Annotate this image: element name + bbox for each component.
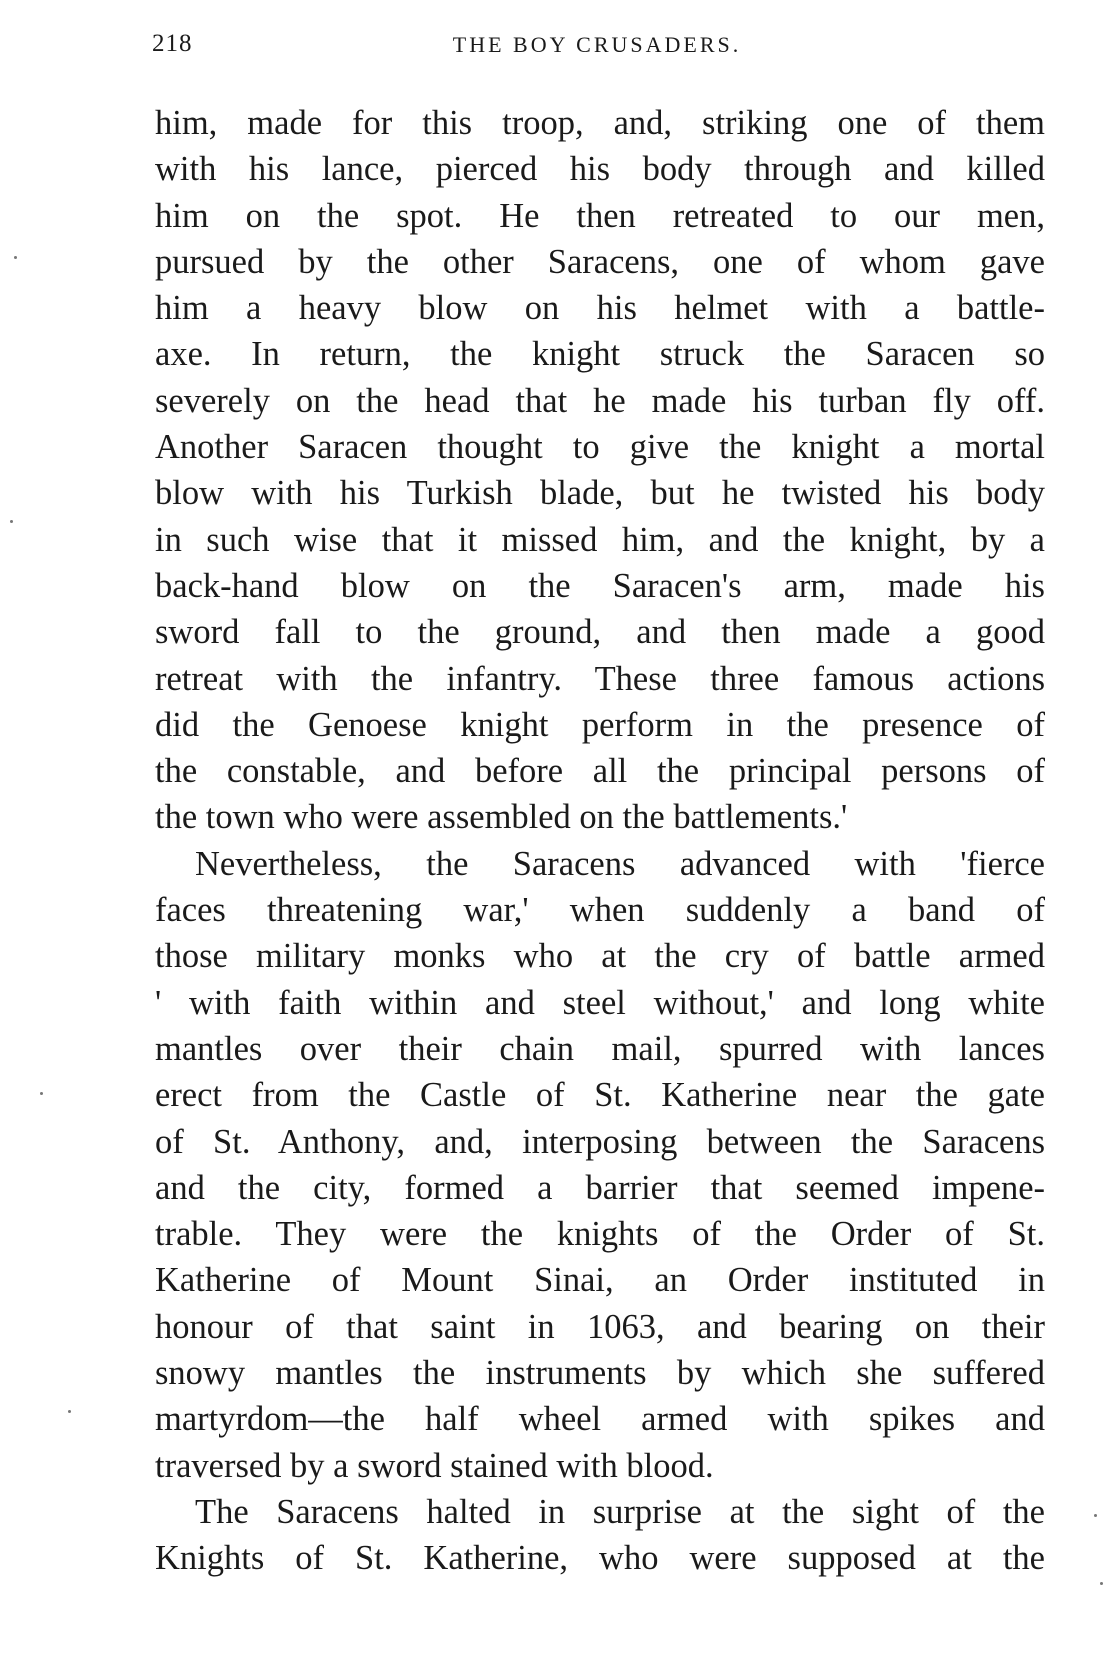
text-line: The Saracens halted in surprise at the sight of the — [195, 1492, 1045, 1531]
text-line: him, made for this troop, and, striking one of them — [155, 104, 1045, 142]
text-line: traversed by a sword stained with blood. — [155, 1446, 714, 1485]
text-line: Knights of St. Katherine, who were supposed at the — [155, 1539, 1045, 1578]
text-line: honour of that saint in 1063, and bearing on their — [155, 1307, 1045, 1346]
text-line: the constable, and before all the principal persons of — [155, 752, 1045, 791]
text-line: back-hand blow on the Saracen's arm, made his — [155, 566, 1045, 605]
paper-speck — [1100, 1582, 1103, 1585]
text-line: Katherine of Mount Sinai, an Order instituted in — [155, 1261, 1045, 1300]
text-line: him on the spot. He then retreated to our men, — [155, 196, 1045, 235]
paper-speck — [14, 256, 17, 259]
text-line: retreat with the infantry. These three famous actions — [155, 659, 1045, 698]
paragraph-2 — [155, 841, 1045, 1489]
text-line: blow with his Turkish blade, but he twisted his body — [155, 474, 1045, 513]
text-line: those military monks who at the cry of battle armed — [155, 937, 1045, 976]
text-line: snowy mantles the instruments by which she suffered — [155, 1354, 1045, 1393]
text-line: erect from the Castle of St. Katherine near the gate — [155, 1076, 1045, 1115]
paper-speck — [68, 1410, 71, 1413]
text-line: ' with faith within and steel without,' and long white — [155, 983, 1045, 1022]
text-line: faces threatening war,' when suddenly a band of — [155, 891, 1045, 930]
text-line: and the city, formed a barrier that seemed impene- — [155, 1168, 1045, 1207]
text-line: trable. They were the knights of the Order of St. — [155, 1215, 1045, 1254]
paragraph-1 — [155, 100, 1045, 841]
text-line: him a heavy blow on his helmet with a battle- — [155, 289, 1045, 328]
text-line: pursued by the other Saracens, one of whom gave — [155, 242, 1045, 281]
text-line: with his lance, pierced his body through and killed — [155, 150, 1045, 189]
paper-speck — [1094, 1514, 1097, 1517]
body-text — [155, 100, 1045, 1582]
paper-speck — [10, 520, 13, 523]
paragraph-3 — [155, 1489, 1045, 1582]
paper-speck — [40, 1092, 43, 1095]
text-line: sword fall to the ground, and then made a good — [155, 613, 1045, 652]
running-title: THE BOY CRUSADERS. — [452, 32, 742, 57]
text-line: Nevertheless, the Saracens advanced with 'fierce — [195, 844, 1045, 883]
page-number: 218 — [152, 30, 193, 57]
text-line: axe. In return, the knight struck the Saracen so — [155, 335, 1045, 374]
text-line: mantles over their chain mail, spurred with lances — [155, 1029, 1045, 1068]
text-line: in such wise that it missed him, and the knight, by a — [155, 520, 1045, 559]
text-line: severely on the head that he made his turban fly off. — [155, 381, 1045, 420]
text-line: martyrdom—the half wheel armed with spikes and — [155, 1400, 1045, 1439]
running-head — [152, 30, 1042, 70]
text-line: Another Saracen thought to give the knight a mortal — [155, 428, 1045, 467]
text-line: of St. Anthony, and, interposing between the Saracens — [155, 1122, 1045, 1161]
text-line: the town who were assembled on the battlements.' — [155, 798, 848, 837]
text-line: did the Genoese knight perform in the presence of — [155, 705, 1045, 744]
